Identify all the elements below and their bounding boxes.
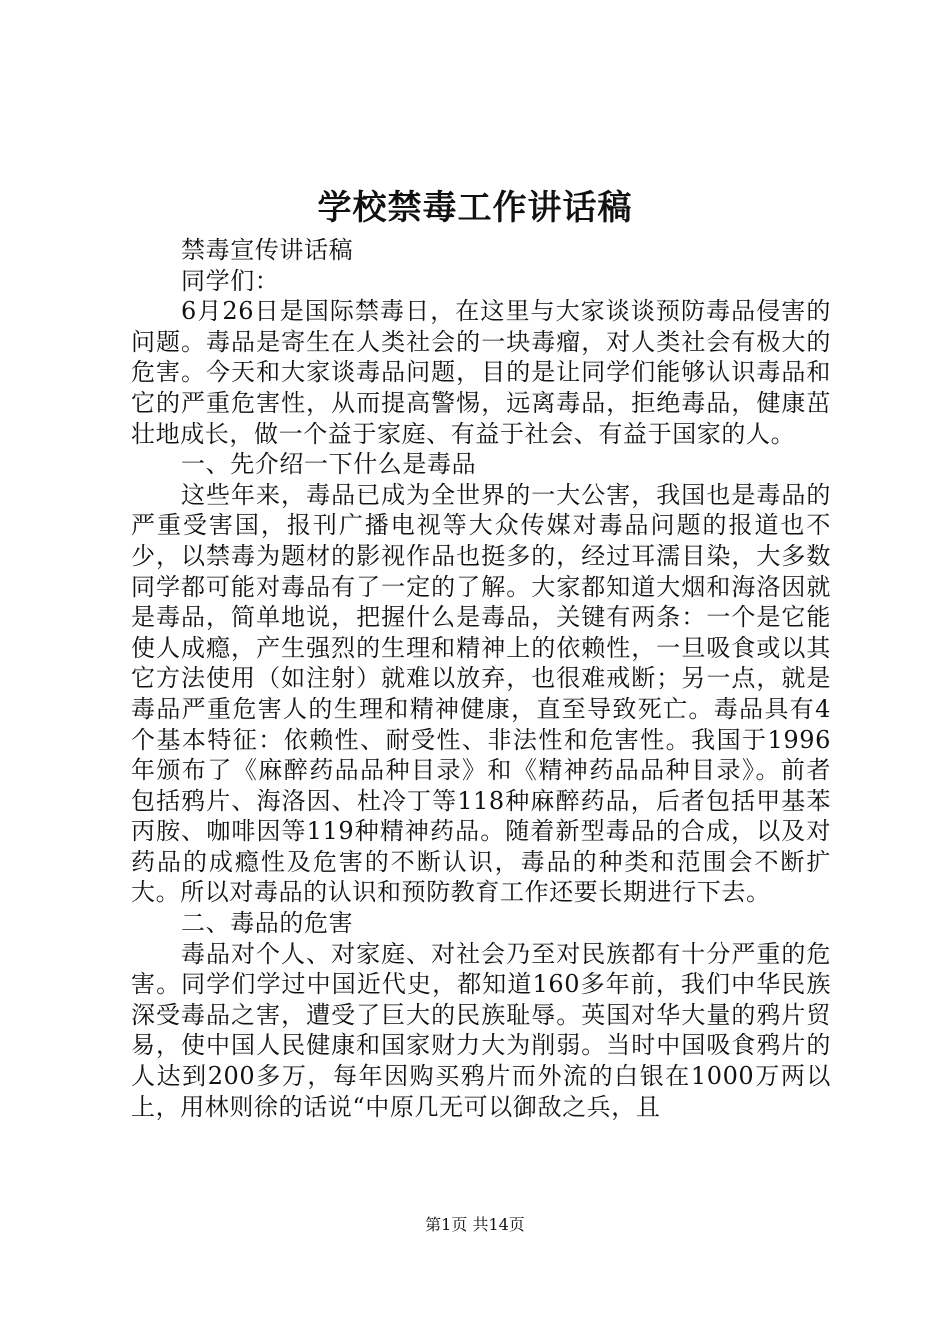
paragraph-what-is-drug: 这些年来，毒品已成为全世界的一大公害，我国也是毒品的严重受害国，报刊广播电视等大众传媒对毒品问题的报道也不少，以禁毒为题材的影视作品也挺多的，经过耳濡目染，大多数同学都可能对毒品有了一定的了解。大家都知道大烟和海洛因就是毒品，简单地说，把握什么是毒品，关键有两条：一个是它能使人成瘾，产生强烈的生理和精神上的依赖性，一旦吸食或以其它方法使用（如注射）就难以放弃，也很难戒断；另一点，就是毒品严重危害人的生理和精神健康，直至导致死亡。毒品具有4个基本特征：依赖性、耐受性、非法性和危害性。我国于1996年颁布了《麻醉药品品种目录》和《精神药品品种目录》。前者包括鸦片、海洛因、杜冷丁等118种麻醉药品，后者包括甲基苯丙胺、咖啡因等119种精神药品。随着新型毒品的合成，以及对药品的成瘾性及危害的不断认识，毒品的种类和范围会不断扩大。所以对毒品的认识和预防教育工作还要长期进行下去。 bbox=[131, 480, 831, 907]
document-title: 学校禁毒工作讲话稿 bbox=[317, 188, 633, 228]
document-body bbox=[131, 235, 831, 1122]
page-footer: 第1页 共14页 bbox=[425, 1215, 525, 1234]
paragraph-subtitle: 禁毒宣传讲话稿 bbox=[181, 236, 354, 264]
section-heading-2: 二、毒品的危害 bbox=[181, 909, 354, 938]
paragraph-harm: 毒品对个人、对家庭、对社会乃至对民族都有十分严重的危害。同学们学过中国近代史，都知道160多年前，我们中华民族深受毒品之害，遭受了巨大的民族耻辱。英国对华大量的鸦片贸易，使中国人民健康和国家财力大为削弱。当时中国吸食鸦片的人达到200多万，每年因购买鸦片而外流的白银在1000万两以上，用林则徐的话说“中原几无可以御敌之兵，且 bbox=[131, 939, 831, 1121]
paragraph-salutation: 同学们： bbox=[181, 266, 280, 295]
section-heading-1: 一、先介绍一下什么是毒品 bbox=[181, 450, 477, 479]
paragraph-intro: 6月26日是国际禁毒日，在这里与大家谈谈预防毒品侵害的问题。毒品是寄生在人类社会的一块毒瘤，对人类社会有极大的危害。今天和大家谈毒品问题，目的是让同学们能够认识毒品和它的严重危害性，从而提高警惕，远离毒品，拒绝毒品，健康茁壮地成长，做一个益于家庭、有益于社会、有益于国家的人。 bbox=[131, 297, 831, 448]
